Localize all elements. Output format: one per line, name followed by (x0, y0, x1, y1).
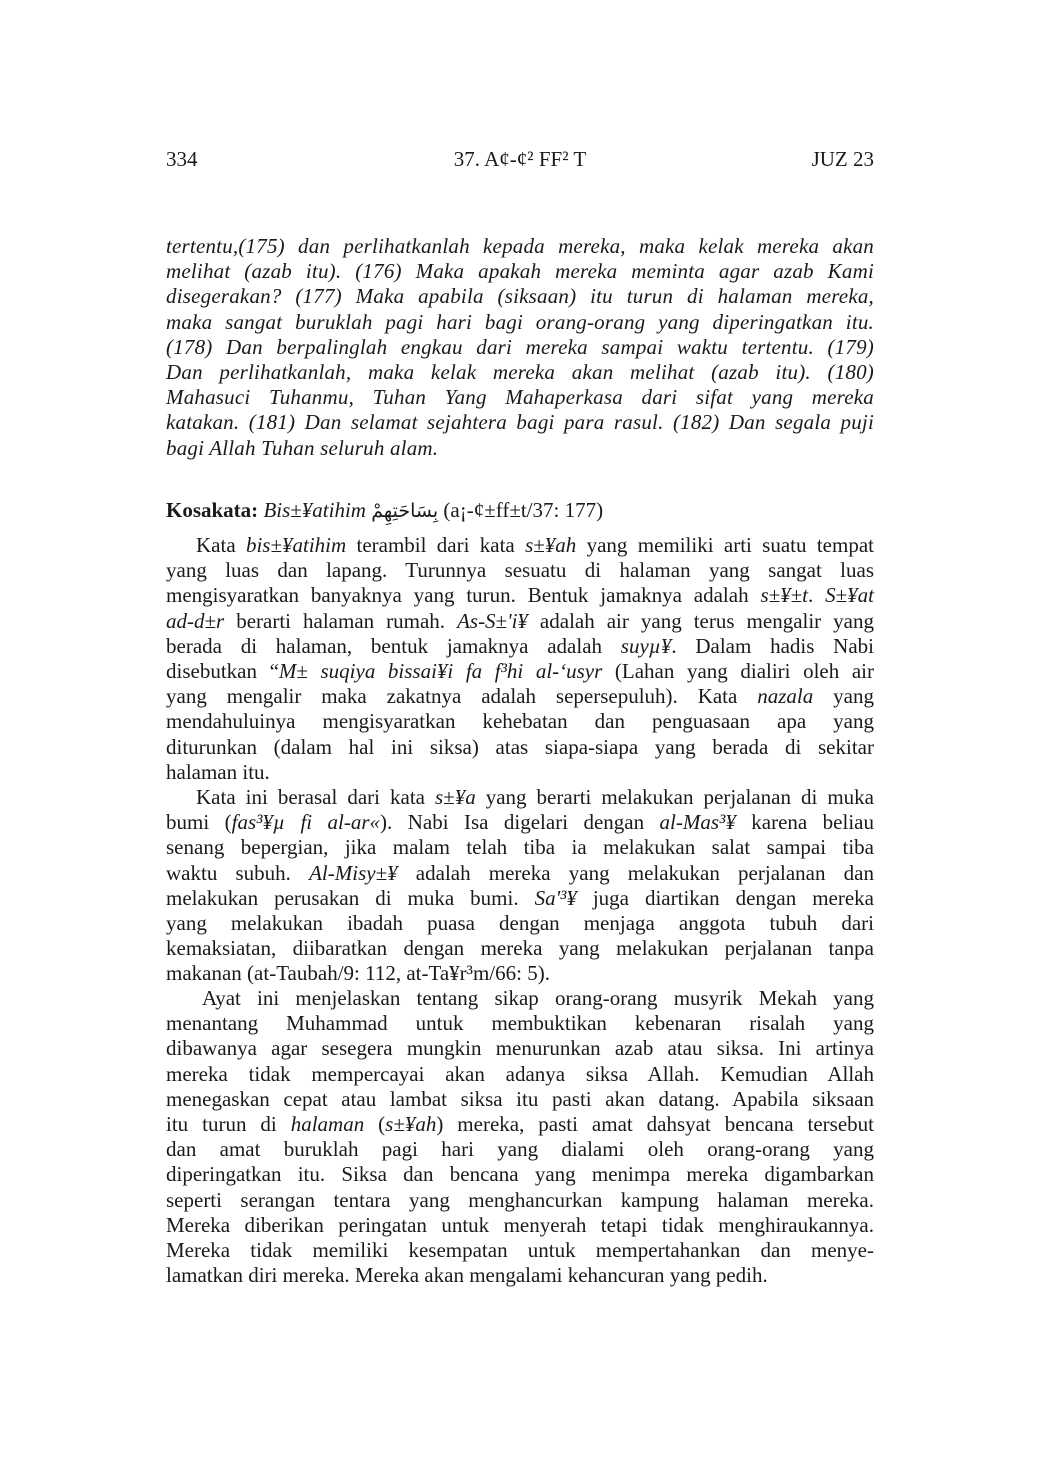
text-run: Kata ini berasal dari kata (196, 785, 435, 809)
text-run: ). Nabi Isa digelari dengan (380, 810, 660, 835)
paragraph-line (166, 936, 874, 961)
text-run: mengisyaratkan banyaknya yang turun. Bentuk jamaknya adalah (166, 583, 761, 608)
translation-line: (178) Dan berpalinglah engkau dari mereka sampai waktu tertentu. (179) (166, 334, 874, 359)
translation-line: bagi Allah Tuhan seluruh alam. (166, 435, 439, 460)
italic-term: S±¥at (825, 583, 875, 608)
paragraph-line (166, 634, 874, 659)
text-run: karena beliau (735, 810, 874, 835)
text-run: berada di halaman, bentuk jamaknya adalah (166, 633, 621, 658)
translation-line: katakan. (181) Dan selamat sejahtera bagi para rasul. (182) Dan segala puji (166, 410, 874, 435)
text-run: adalah air yang terus mengalir yang (527, 608, 875, 633)
paragraph-line (166, 810, 874, 835)
text-run: ) mereka, pasti amat dahsyat bencana tersebut (436, 1111, 874, 1136)
text-run: yang memiliki arti suatu tempat (576, 533, 874, 557)
italic-term: M± suqiya bissai¥i fa f³hi al-‘usyr (278, 658, 603, 683)
paragraph-line (166, 1137, 874, 1162)
surah-title: 37. A¢-¢² FF² T (453, 147, 587, 171)
text-run: yang berarti melakukan perjalanan di muka (475, 785, 874, 809)
italic-term: s±¥ah (525, 533, 577, 557)
text-run: makanan (at-Taubah/9: 112, at-Ta¥r³m/66: 5). (166, 961, 550, 986)
text-run: menegaskan cepat atau lambat siksa itu pasti akan datang. Apabila siksaan (166, 1086, 874, 1111)
verse-translation (166, 234, 874, 461)
translation-line: melihat (azab itu). (176) Maka apakah mereka meminta agar azab Kami (166, 259, 874, 284)
text-run: halaman itu. (166, 759, 270, 784)
vocabulary-label: Kosakata: (166, 498, 259, 522)
paragraph-line (166, 684, 874, 709)
text-run: kemaksiatan, diibaratkan dengan mereka yang melakukan perjalanan tanpa (166, 936, 874, 961)
text-run: yang mengalir maka zakatnya adalah sepersepuluh). Kata (166, 684, 758, 709)
vocabulary-term: Bis±¥atihim (263, 498, 366, 522)
text-run: . Dalam hadis Nabi (671, 633, 874, 658)
vocabulary-heading (166, 496, 603, 525)
text-run: waktu subuh. (166, 860, 310, 885)
paragraph-line (166, 986, 874, 1011)
vocabulary-reference: (a¡-¢±ff±t/37: 177) (443, 498, 604, 522)
text-run: disebutkan “ (166, 658, 279, 683)
paragraph-line (166, 1112, 874, 1137)
text-run: seperti serangan tentara yang menghancurkan kampung halaman mereka. (166, 1187, 874, 1212)
italic-term: Al-Misy±¥ (309, 860, 398, 885)
text-run: bumi ( (166, 810, 232, 835)
paragraph-line (166, 583, 874, 608)
italic-term: s±¥a (435, 785, 476, 809)
text-run: adalah mereka yang melakukan perjalanan dan (397, 860, 874, 885)
text-run: melakukan perusakan di muka bumi. (166, 885, 535, 910)
paragraph-line (166, 1062, 874, 1087)
text-run: Kata (196, 533, 246, 557)
text-run: menantang Muhammad untuk membuktikan kebenaran risalah yang (166, 1011, 874, 1036)
text-run: ( (364, 1111, 386, 1136)
body-paragraph-3 (166, 986, 874, 1288)
paragraph-line (166, 659, 874, 684)
text-run: dan amat buruklah pagi hari yang dialami oleh orang-orang yang (166, 1137, 874, 1162)
page-number: 334 (166, 147, 198, 171)
italic-term: halaman (290, 1111, 365, 1136)
text-run: berarti halaman rumah. (224, 608, 458, 633)
text-run: itu turun di (166, 1111, 291, 1136)
paragraph-line (166, 785, 874, 810)
paragraph-line (166, 835, 874, 860)
paragraph-line (166, 1162, 874, 1187)
text-run: yang (813, 684, 874, 709)
text-run: senang bepergian, jika malam telah tiba ia melakukan salat sampai tiba (166, 835, 874, 860)
text-run: mendahuluinya mengisyaratkan kehebatan dan penguasaan apa yang (166, 709, 874, 734)
paragraph-line (166, 1011, 874, 1036)
text-run: Mereka tidak memiliki kesempatan untuk mempertahankan dan menye- (166, 1237, 874, 1262)
paragraph-line (166, 609, 874, 634)
italic-term: s±¥±t (760, 583, 809, 608)
vocabulary-arabic: بِسَاحَتِهِمْ (371, 500, 439, 522)
italic-term: fas³¥µ fi al-ar« (231, 810, 381, 835)
body-paragraph-1 (166, 533, 874, 785)
italic-term: As-S±'i¥ (457, 608, 528, 633)
translation-line: disegerakan? (177) Maka apabila (siksaan) itu turun di halaman mereka, (166, 284, 874, 309)
text-run: diturunkan (dalam hal ini siksa) atas siapa-siapa yang berada di sekitar (166, 734, 874, 759)
text-run: dibawanya agar sesegera mungkin menurunkan azab atau siksa. Ini artinya (166, 1036, 874, 1061)
paragraph-line (166, 1263, 874, 1288)
translation-line: Dan perlihatkanlah, maka kelak mereka akan melihat (azab itu). (180) (166, 359, 874, 384)
paragraph-line (166, 760, 874, 785)
text-run: lamatkan diri mereka. Mereka akan mengalami kehancuran yang pedih. (166, 1263, 768, 1288)
text-run: yang luas dan lapang. Turunnya sesuatu di halaman yang sangat luas (166, 558, 874, 583)
text-run: terambil dari kata (346, 533, 526, 557)
paragraph-line (166, 861, 874, 886)
italic-term: suyµ¥ (620, 633, 672, 658)
text-run: (Lahan yang dialiri oleh air (602, 658, 874, 683)
paragraph-line (166, 735, 874, 760)
paragraph-line (166, 961, 874, 986)
italic-term: al-Mas³¥ (659, 810, 736, 835)
text-run: juga diartikan dengan mereka (576, 885, 874, 910)
paragraph-line (166, 558, 874, 583)
text-run: mereka tidak mempercayai akan adanya siksa Allah. Kemudian Allah (166, 1061, 874, 1086)
text-run: Ayat ini menjelaskan tentang sikap orang-orang musyrik Mekah yang (202, 986, 874, 1010)
paragraph-line (166, 533, 874, 558)
translation-line: tertentu,(175) dan perlihatkanlah kepada mereka, maka kelak mereka akan (166, 234, 874, 258)
paragraph-line (166, 1188, 874, 1213)
paragraph-line (166, 709, 874, 734)
text-run: . (808, 583, 826, 608)
italic-term: s±¥ah (385, 1111, 437, 1136)
italic-term: Sa'³¥ (534, 885, 577, 910)
text-run: Mereka diberikan peringatan untuk menyerah tetapi tidak menghiraukannya. (166, 1212, 874, 1237)
translation-line: maka sangat buruklah pagi hari bagi orang-orang yang diperingatkan itu. (166, 309, 874, 334)
body-paragraph-2 (166, 785, 874, 987)
italic-term: nazala (757, 684, 814, 709)
italic-term: ad-d±r (166, 608, 225, 633)
paragraph-line (166, 886, 874, 911)
paragraph-line (166, 1087, 874, 1112)
running-header (166, 146, 874, 172)
paragraph-line (166, 1036, 874, 1061)
translation-line: Mahasuci Tuhanmu, Tuhan Yang Mahaperkasa dari sifat yang mereka (166, 385, 874, 410)
text-run: yang melakukan ibadah puasa dengan menjaga anggota tubuh dari (166, 910, 874, 935)
paragraph-line (166, 1238, 874, 1263)
paragraph-line (166, 911, 874, 936)
paragraph-line (166, 1213, 874, 1238)
italic-term: bis±¥atihim (245, 533, 347, 557)
text-run: diperingatkan itu. Siksa dan bencana yang menimpa mereka digambarkan (166, 1162, 874, 1187)
juz-label: JUZ 23 (811, 147, 874, 171)
